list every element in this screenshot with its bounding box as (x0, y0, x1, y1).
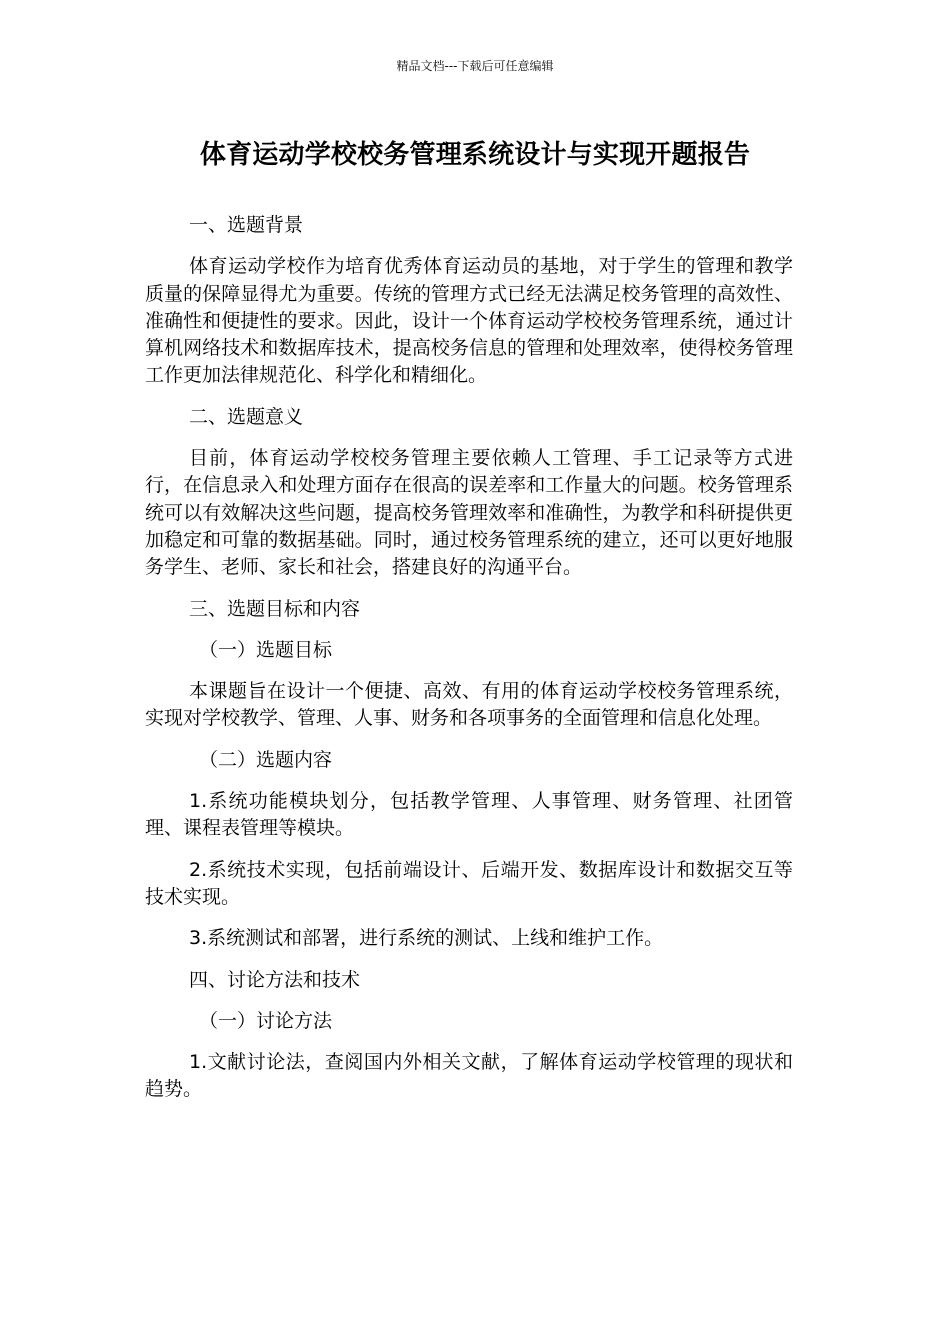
paragraph-significance: 目前，体育运动学校校务管理主要依赖人工管理、手工记录等方式进行，在信息录入和处理方面存在很高的误差率和工作量大的问题。校务管理系统可以有效解决这些问题，提高校务管理效率和准确性，为教学和科研提供更加稳定和可靠的数据基础。同时，通过校务管理系统的建立，还可以更好地服务学生、老师、家长和社会，搭建良好的沟通平台。 (145, 447, 793, 579)
list-item-content-2: 2.系统技术实现，包括前端设计、后端开发、数据库设计和数据交互等技术实现。 (145, 858, 793, 908)
section-heading-goals-content: 三、选题目标和内容 (189, 597, 361, 620)
paragraph-goals: 本课题旨在设计一个便捷、高效、有用的体育运动学校校务管理系统，实现对学校教学、管理、人事、财务和各项事务的全面管理和信息化处理。 (145, 680, 793, 730)
page-header: 精品文档---下载后可任意编辑 (396, 59, 554, 73)
section-heading-methods: 四、讨论方法和技术 (189, 968, 361, 991)
subheading-goals: （一）选题目标 (199, 638, 333, 661)
paragraph-background: 体育运动学校作为培育优秀体育运动员的基地，对于学生的管理和教学质量的保障显得尤为重要。传统的管理方式已经无法满足校务管理的高效性、准确性和便捷性的要求。因此，设计一个体育运动学校校务管理系统，通过计算机网络技术和数据库技术，提高校务信息的管理和处理效率，使得校务管理工作更加法律规范化、科学化和精细化。 (145, 255, 793, 387)
section-heading-significance: 二、选题意义 (189, 405, 304, 428)
document-title: 体育运动学校校务管理系统设计与实现开题报告 (199, 140, 751, 170)
list-item-method-1: 1.文献讨论法，查阅国内外相关文献，了解体育运动学校管理的现状和趋势。 (145, 1051, 793, 1101)
list-item-content-1: 1.系统功能模块划分，包括教学管理、人事管理、财务管理、社团管理、课程表管理等模块。 (145, 790, 793, 840)
document-body (145, 212, 793, 1118)
list-item-content-3: 3.系统测试和部署，进行系统的测试、上线和维护工作。 (189, 927, 664, 950)
section-heading-background: 一、选题背景 (189, 214, 304, 236)
subheading-content: （二）选题内容 (199, 748, 333, 771)
subheading-methods: （一）讨论方法 (199, 1009, 333, 1032)
